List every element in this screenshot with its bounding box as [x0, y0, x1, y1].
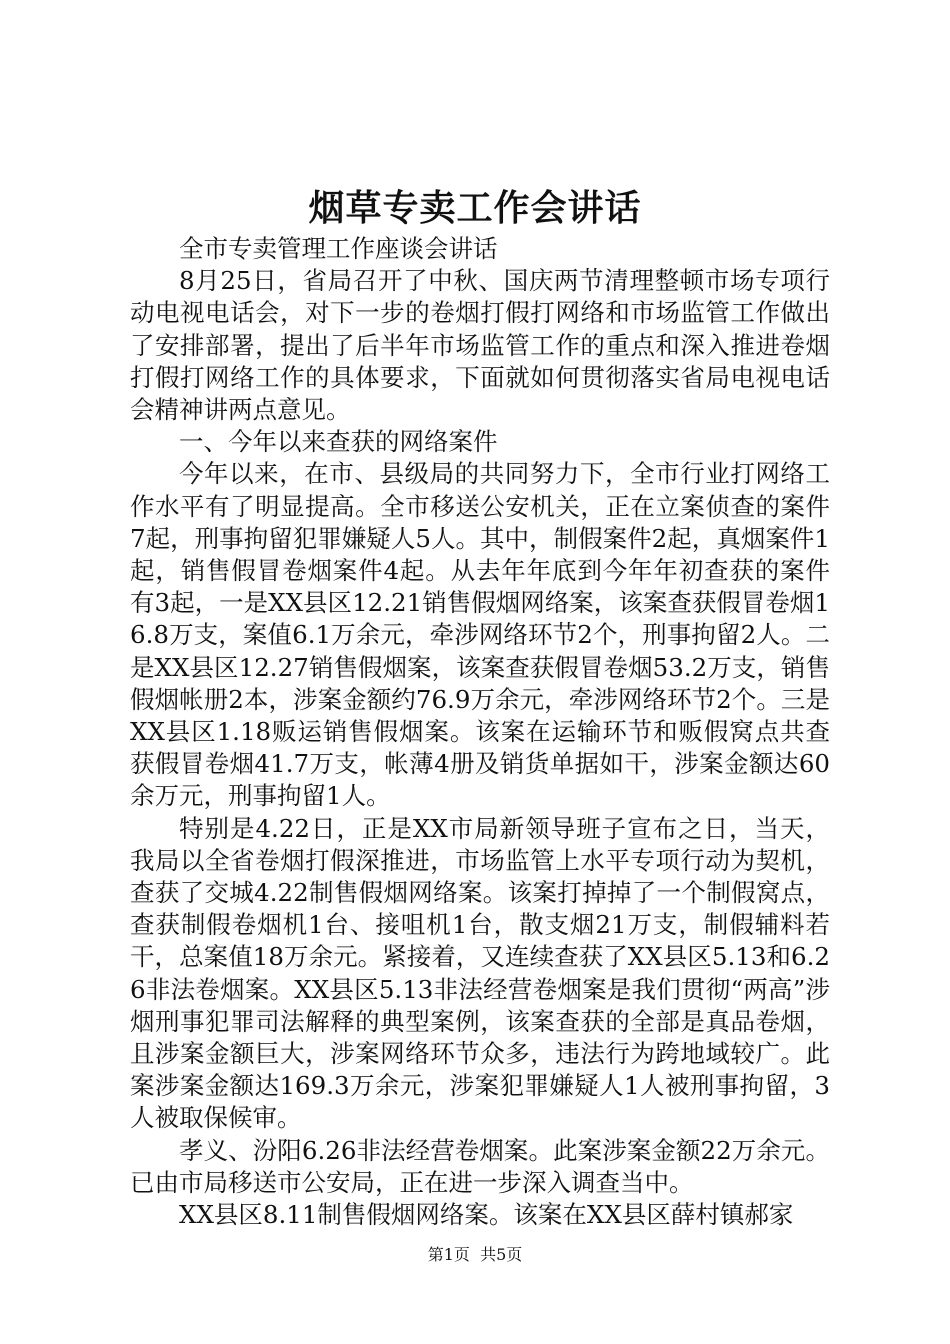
paragraph-case-811: XX县区8.11制售假烟网络案。该案在XX县区薛村镇郝家 [179, 1200, 794, 1230]
paragraph-case-422: 特别是4.22日，正是XX市局新领导班子宣布之日，当天，我局以全省卷烟打假深推进，市场监管上水平专项行动为契机，查获了交城4.22制售假烟网络案。该案打掉掉了一个制假窝点，查获制假卷烟机1台、接咀机1台，散支烟21万支，制假辅料若干，总案值18万余元。紧接着，又连续查获了XX县区5.13和6.26非法卷烟案。XX县区5.13非法经营卷烟案是我们贯彻“两高”涉烟刑事犯罪司法解释的典型案例，该案查获的全部是真品卷烟，且涉案金额巨大，涉案网络环节众多，违法行为跨地域较广。此案涉案金额达169.3万余元，涉案犯罪嫌疑人1人被刑事拘留，3人被取保候审。 [130, 813, 830, 1133]
document-title: 烟草专卖工作会讲话 [308, 187, 642, 229]
paragraph-intro: 8月25日，省局召开了中秋、国庆两节清理整顿市场专项行动电视电话会，对下一步的卷烟打假打网络和市场监管工作做出了安排部署，提出了后半年市场监管工作的重点和深入推进卷烟打假打网络工作的具体要求，下面就如何贯彻落实省局电视电话会精神讲两点意见。 [130, 266, 830, 425]
paragraph-subtitle: 全市专卖管理工作座谈会讲话 [179, 234, 498, 263]
section-heading-1: 一、今年以来查获的网络案件 [179, 427, 498, 457]
paragraph-case-626: 孝义、汾阳6.26非法经营卷烟案。此案涉案金额22万余元。已由市局移送市公安局，正在进一步深入调查当中。 [130, 1135, 830, 1197]
document-body [130, 233, 830, 1231]
page-number-footer: 第1页 共5页 [427, 1245, 523, 1264]
paragraph-cases-overview: 今年以来，在市、县级局的共同努力下，全市行业打网络工作水平有了明显提高。全市移送公安机关，正在立案侦查的案件7起，刑事拘留犯罪嫌疑人5人。其中，制假案件2起，真烟案件1起，销售假冒卷烟案件4起。从去年年底到今年年初查获的案件有3起，一是XX县区12.21销售假烟网络案，该案查获假冒卷烟16.8万支，案值6.1万余元，牵涉网络环节2个，刑事拘留2人。二是XX县区12.27销售假烟案，该案查获假冒卷烟53.2万支，销售假烟帐册2本，涉案金额约76.9万余元，牵涉网络环节2个。三是XX县区1.18贩运销售假烟案。该案在运输环节和贩假窝点共查获假冒卷烟41.7万支，帐薄4册及销货单据如干，涉案金额达60余万元，刑事拘留1人。 [130, 459, 830, 811]
